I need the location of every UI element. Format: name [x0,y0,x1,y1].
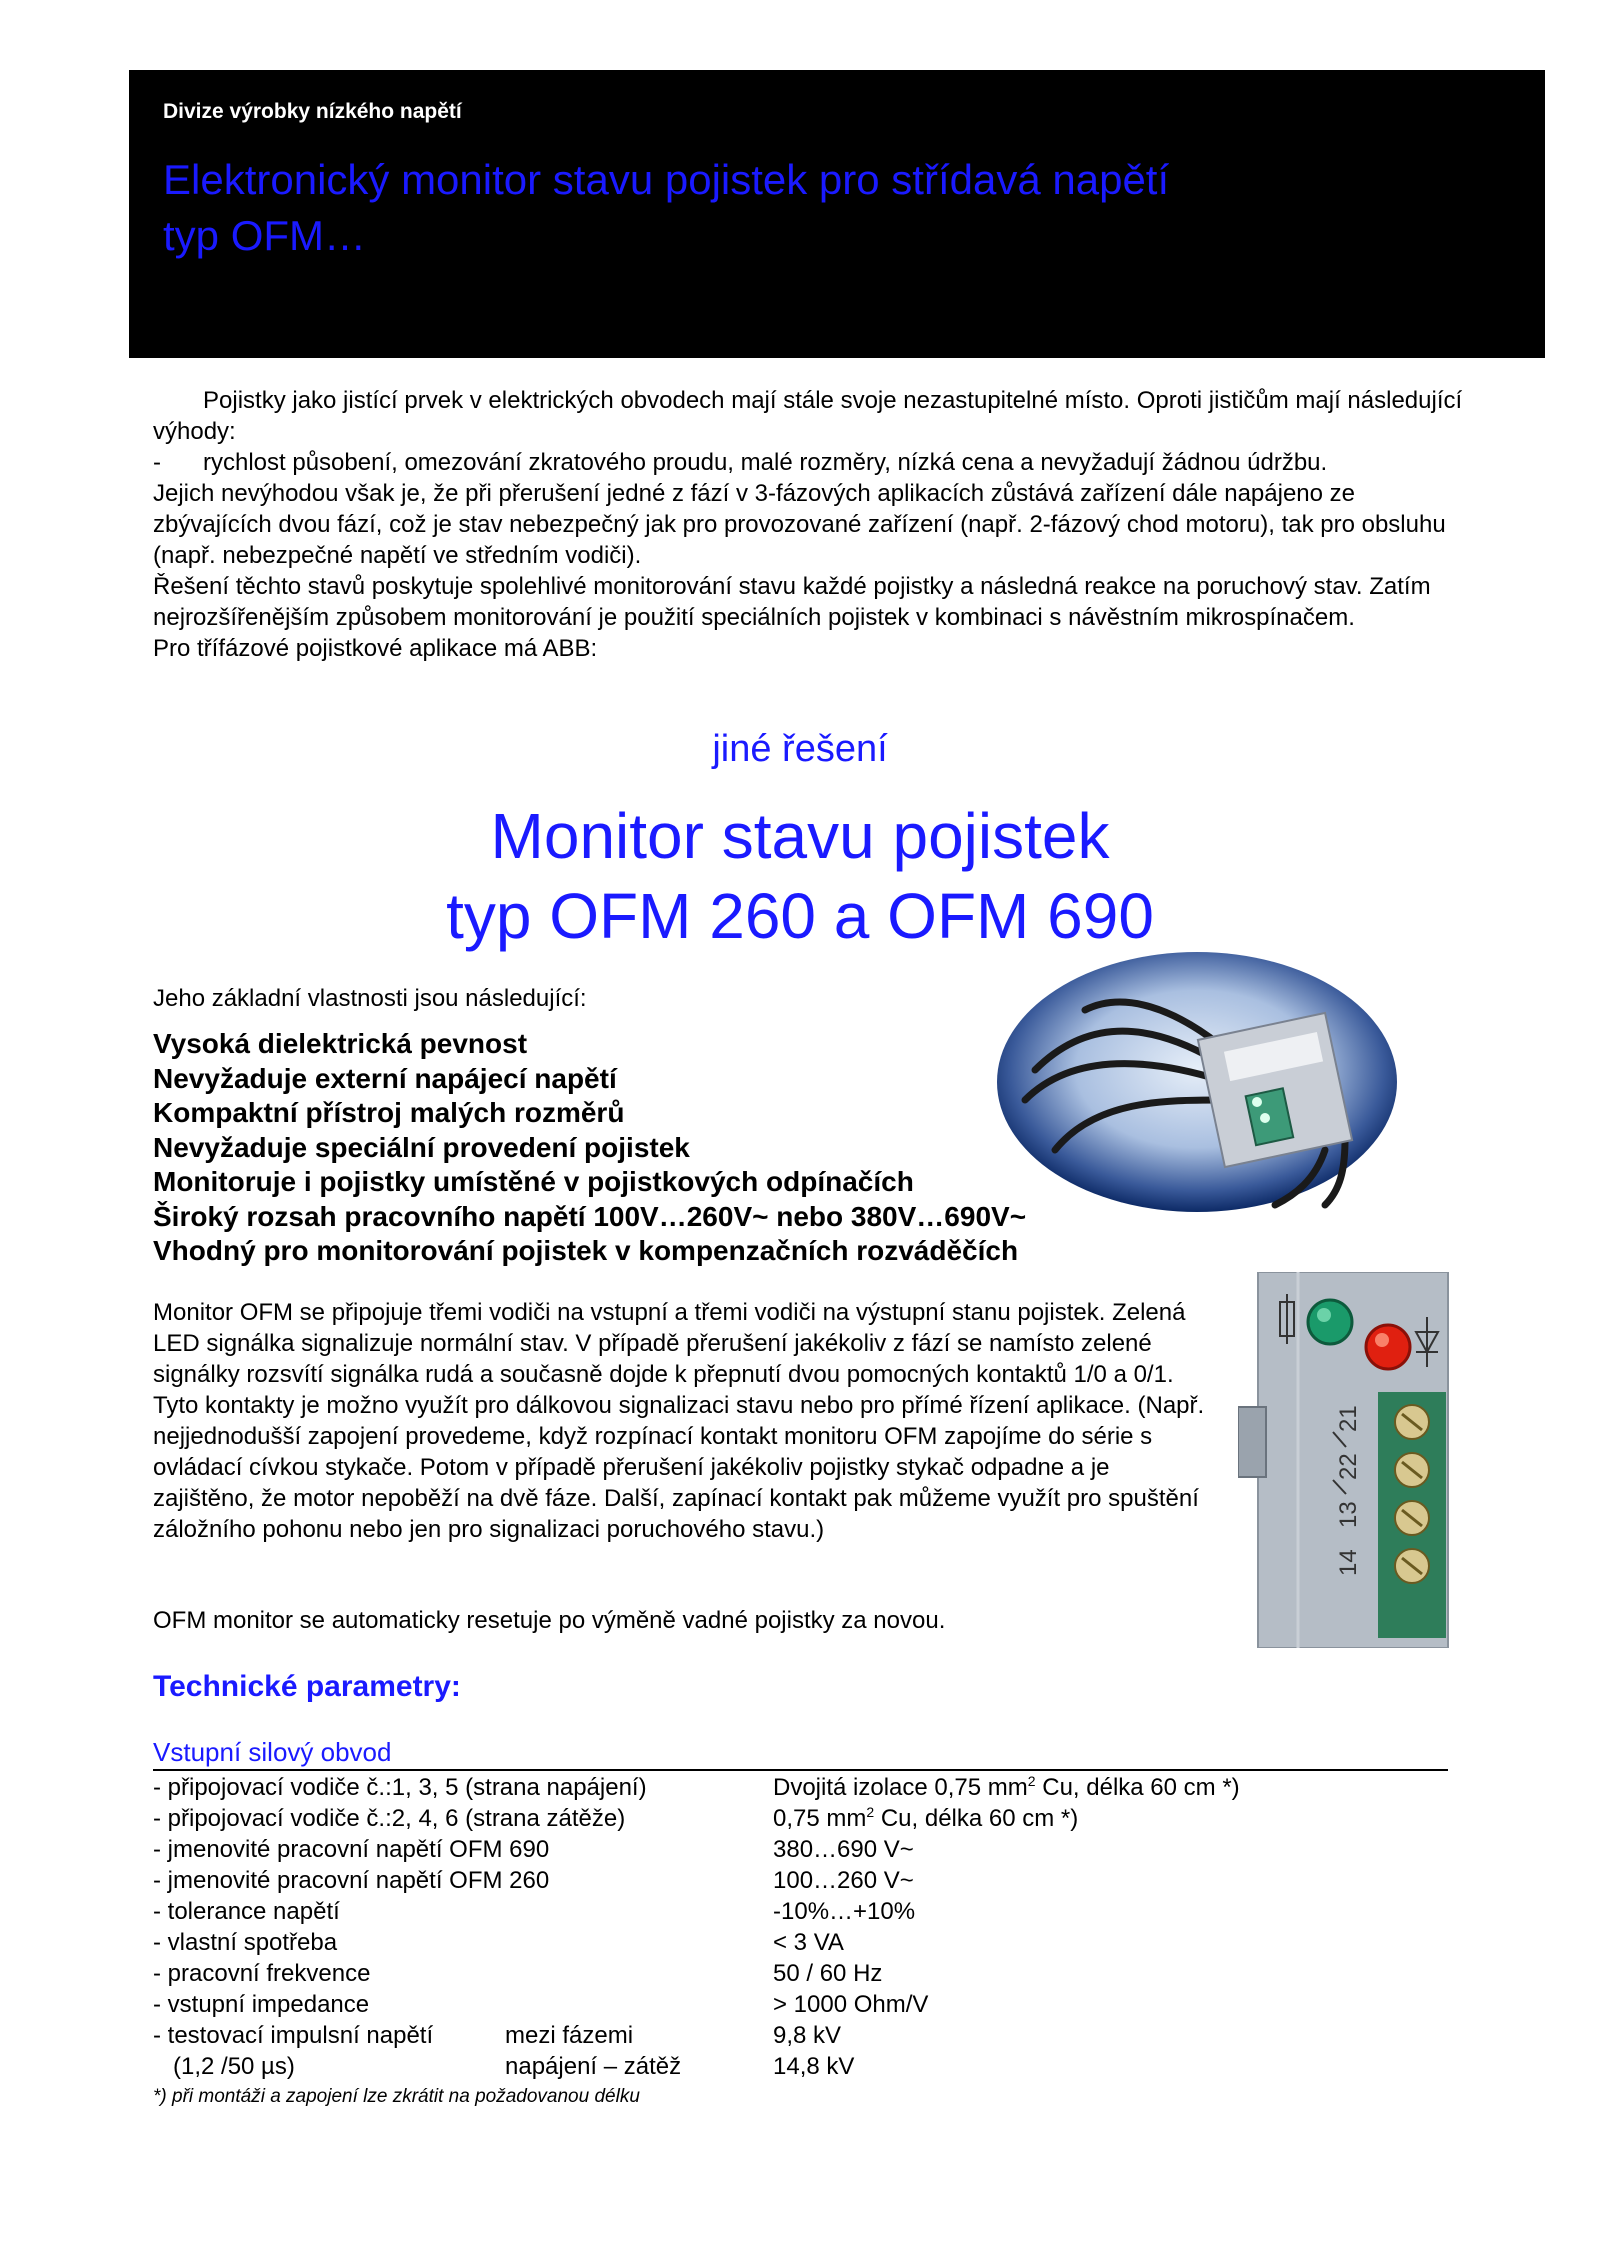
title-line-2: typ OFM… [163,212,367,259]
advantages-text: rychlost působení, omezování zkratového proudu, malé rozměry, nízká cena a nevyžadují žádnou údržbu. [203,449,1328,476]
feature-item: Vysoká dielektrická pevnost [153,1028,528,1059]
terminal-label: 22 [1335,1453,1362,1480]
feature-item: Kompaktní přístroj malých rozměrů [153,1097,625,1128]
param-value: 380…690 V~ [773,1836,914,1863]
device-front-photo [1238,1272,1450,1648]
solution-paragraph: Řešení těchto stavů poskytuje spolehlivé monitorování stavu každé pojistky a následná reakce na poruchový stav. Zatím nejrozšířenějším způsobem monitorování je použití speciálních pojistek v kombinaci s návěstním mikrospínačem. [153,573,1431,631]
feature-item: Nevyžaduje externí napájecí napětí [153,1062,617,1094]
page-title [163,152,1169,264]
header-banner [129,70,1545,358]
param-label: - testovací impulsní napětí [153,2022,434,2049]
param-label: - pracovní frekvence [153,1960,371,1987]
param-condition: mezi fázemi [505,2022,634,2049]
product-title-line-2: typ OFM 260 a OFM 690 [446,880,1154,952]
product-title-line-1: Monitor stavu pojistek [490,800,1110,872]
tech-params-heading: Technické parametry: [153,1670,461,1703]
param-value: 14,8 kV [773,2053,855,2080]
red-led-icon [1366,1325,1410,1369]
terminal-label: 14 [1335,1549,1362,1576]
abb-paragraph: Pro třífázové pojistkové aplikace má ABB: [153,635,598,662]
description-paragraph: Monitor OFM se připojuje třemi vodiči na vstupní a třemi vodiči na výstupní stanu pojistek. Zelená LED signálka signalizuje normální stav. V případě přerušení jakékoliv z fází se namísto zelené signálky rozsvítí signálka rudá a současně dojde k přepnutí dvou pomocných kontaktů 1/0 a 0/1. Tyto kontakty je možno využít pro dálkovou signalizaci stavu nebo pro přímé řízení aplikace. (Např. nejjednodušší zapojení provedeme, když rozpínací kontakt monitoru OFM zapojíme do série s ovládací cívkou stykače. Potom v případě přerušení jakékoliv pojistky stykač odpadne a je zajištěno, že motor nepoběží na dvě fáze. Další, zapínací kontakt pak můžeme využít pro spuštění záložního pohonu nebo jen pro signalizaci poruchového stavu.) [153,1299,1205,1543]
param-value: < 3 VA [773,1929,844,1956]
param-value: Dvojitá izolace 0,75 $mm^2$ Cu, délka 60 cm *) [773,1773,1240,1801]
product-photo [995,950,1400,1215]
list-dash: - [153,449,161,476]
footnote: *) při montáži a zapojení lze zkrátit na požadovanou délku [153,2086,640,2107]
division-label: Divize výrobky nízkého napětí [163,100,462,123]
advantages-list-item [153,447,1463,478]
param-label: - tolerance napětí [153,1898,340,1925]
input-circuit-heading: Vstupní silový obvod [153,1737,392,1767]
param-label: - vlastní spotřeba [153,1929,338,1956]
features-intro: Jeho základní vlastnosti jsou následující: [153,985,587,1012]
param-label: (1,2 /50 µs) [153,2053,295,2080]
terminal-label: 21 [1335,1405,1362,1432]
other-solution-heading: jiné řešení [712,728,888,770]
feature-item: Široký rozsah pracovního napětí 100V…260V~ nebo 380V…690V~ [153,1200,1027,1232]
intro-section [153,385,1463,664]
param-value: 9,8 kV [773,2022,842,2049]
param-label: - jmenovité pracovní napětí OFM 690 [153,1836,550,1863]
terminal-label: 13 [1335,1501,1362,1528]
param-condition: napájení – zátěž [505,2053,682,2080]
title-line-1: Elektronický monitor stavu pojistek pro střídavá napětí [163,156,1170,203]
param-label: - vstupní impedance [153,1991,370,2018]
feature-item: Vhodný pro monitorování pojistek v kompenzačních rozváděčích [153,1235,1019,1266]
features-list [153,1027,1026,1269]
disadvantage-paragraph: Jejich nevýhodou však je, že při přerušení jedné z fází v 3-fázových aplikacích zůstává zařízení dále napájeno ze zbývajících dvou fází, což je stav nebezpečný jak pro provozované zařízení (např. 2-fázový chod motoru), tak pro obsluhu (např. nebezpečné napětí ve středním vodiči). [153,480,1446,569]
param-label: - jmenovité pracovní napětí OFM 260 [153,1867,550,1894]
section-divider [153,1769,1448,1771]
param-value: > 1000 Ohm/V [773,1991,929,2018]
param-value: 0,75 $mm^2$ Cu, délka 60 cm *) [773,1804,1079,1832]
intro-paragraph: Pojistky jako jistící prvek v elektrických obvodech mají stále svoje nezastupitelné místo. Oproti jističům mají následující výhody: [153,387,1463,445]
reset-note: OFM monitor se automaticky resetuje po výměně vadné pojistky za novou. [153,1607,946,1634]
param-value: -10%…+10% [773,1898,916,1925]
param-value: 50 / 60 Hz [773,1960,883,1987]
product-title [0,796,1600,956]
param-label: - připojovací vodiče č.:2, 4, 6 (strana zátěže) [153,1805,626,1832]
param-label: - připojovací vodiče č.:1, 3, 5 (strana napájení) [153,1774,647,1801]
feature-item: Nevyžaduje speciální provedení pojistek [153,1131,690,1163]
param-value: 100…260 V~ [773,1867,914,1894]
feature-item: Monitoruje i pojistky umístěné v pojistkových odpínačích [153,1166,914,1197]
green-led-icon [1308,1300,1352,1344]
